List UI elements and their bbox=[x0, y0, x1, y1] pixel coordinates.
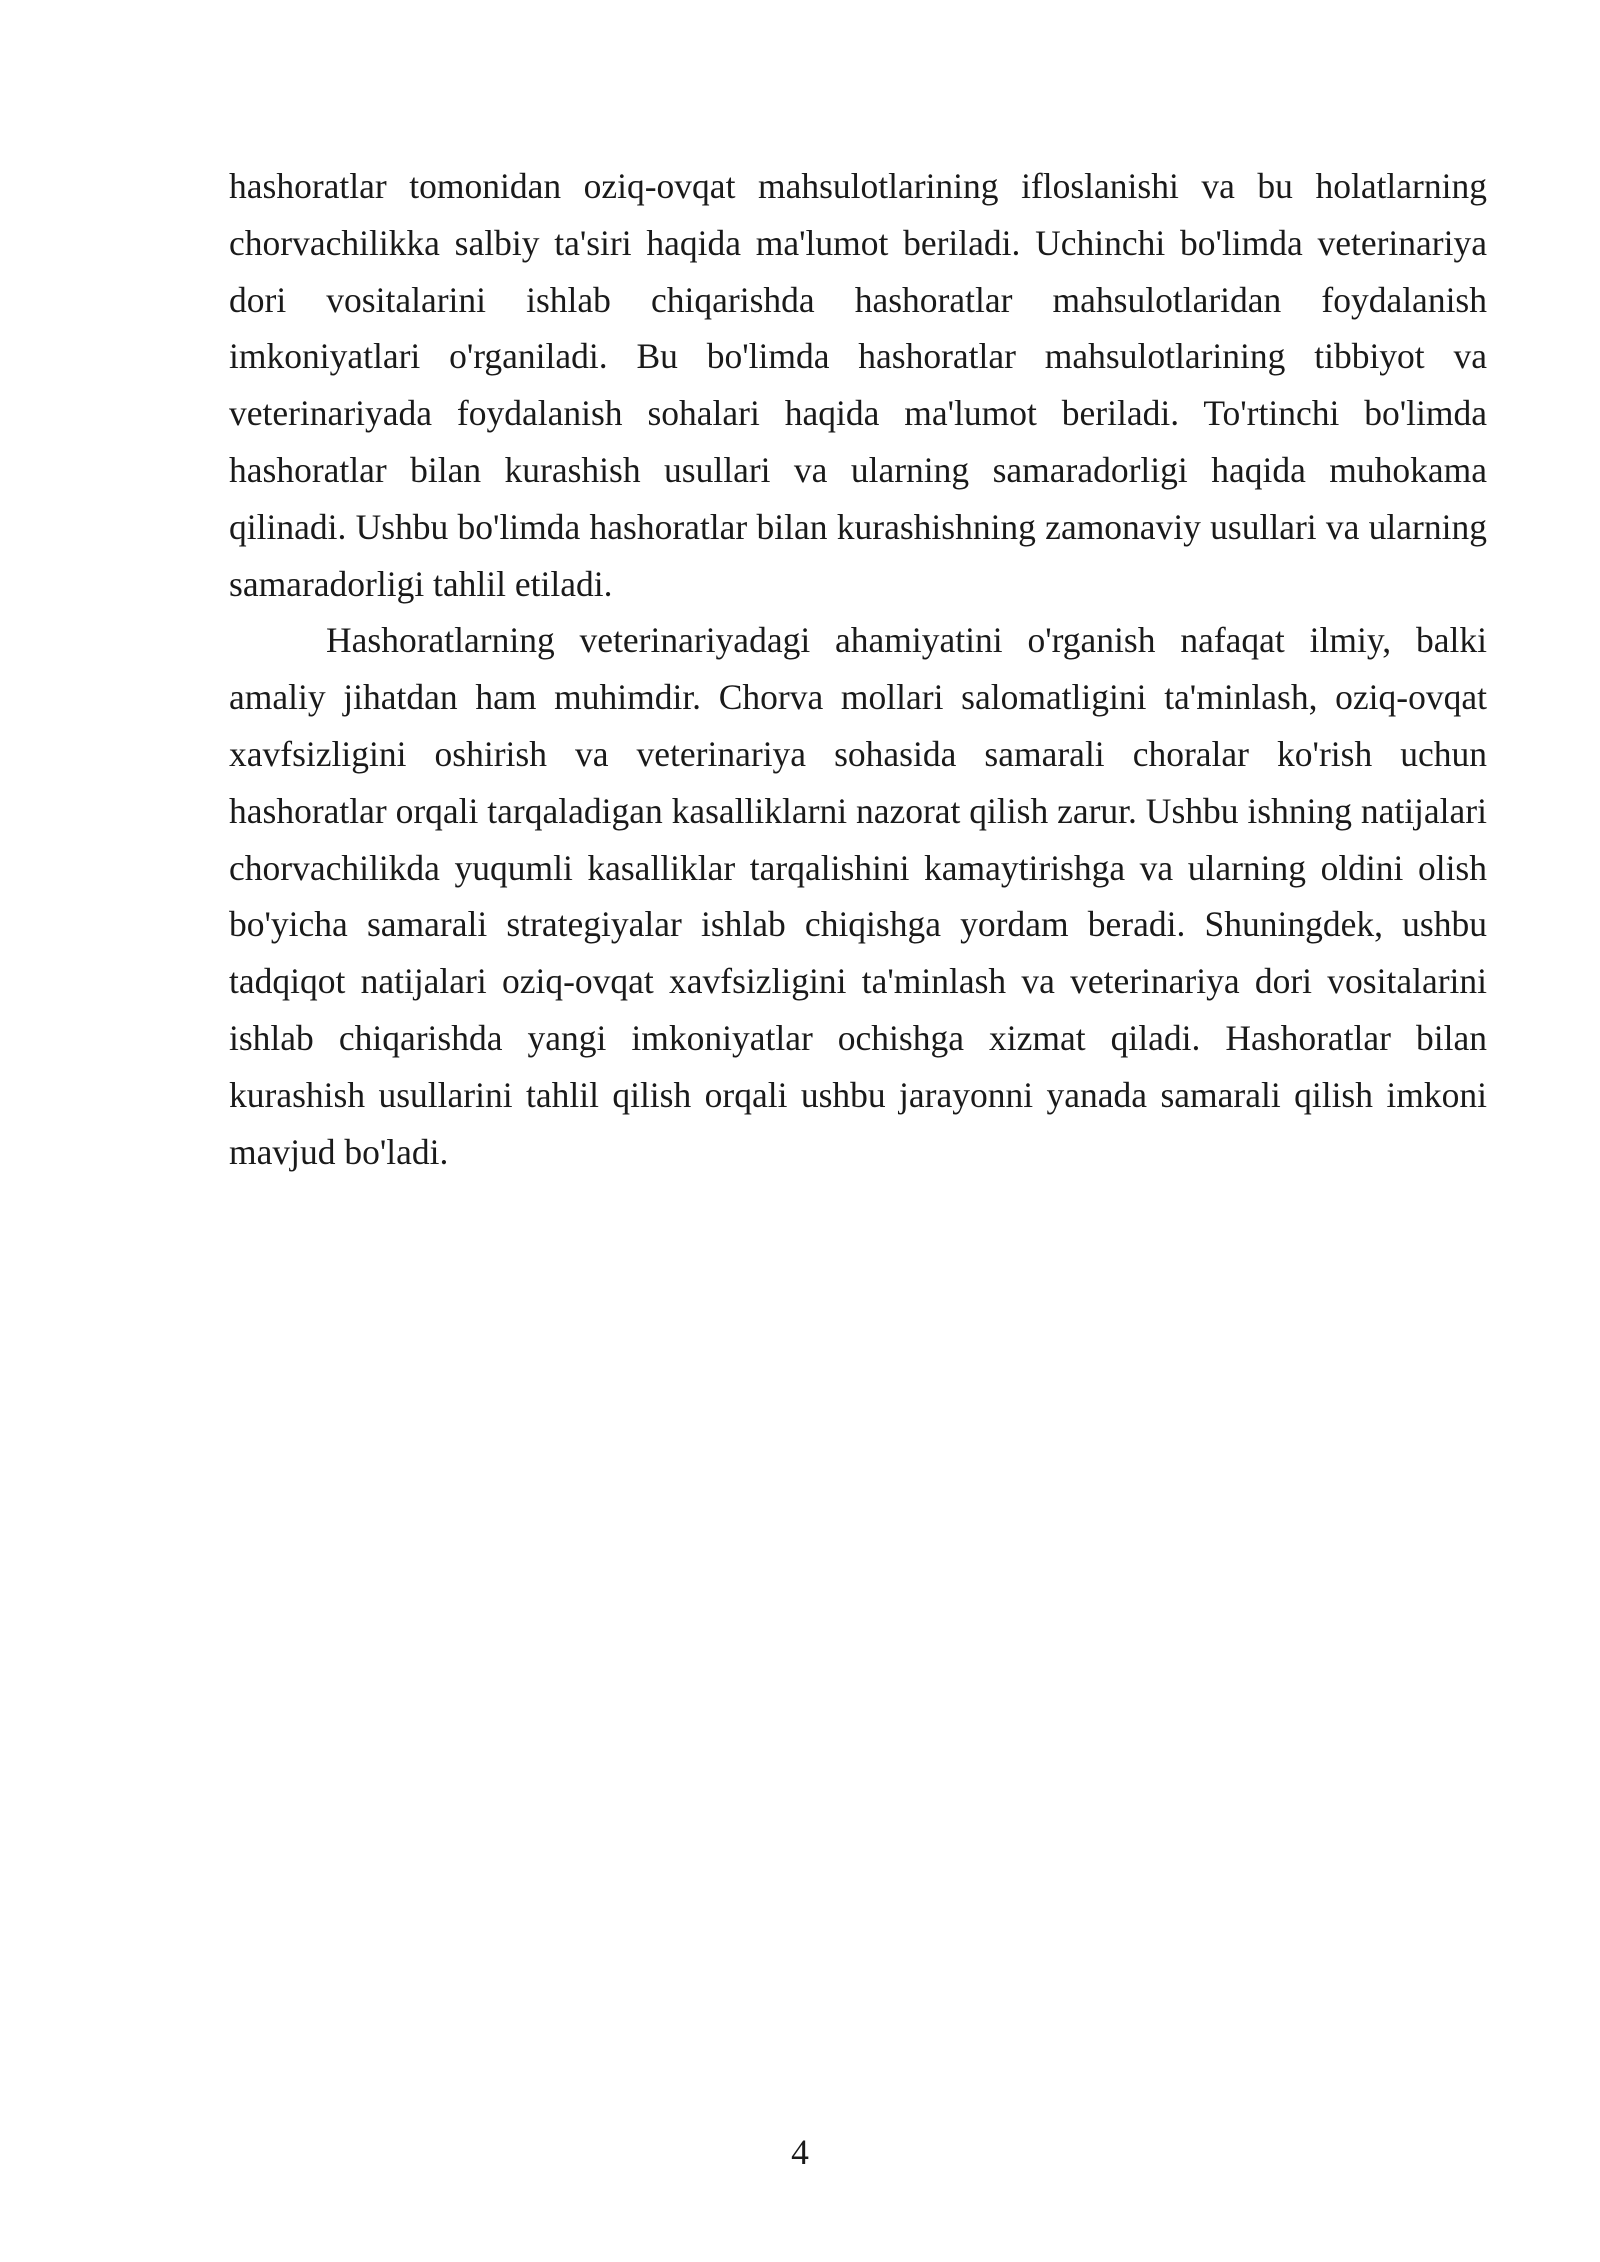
body-text bbox=[229, 158, 1487, 1180]
paragraph-importance: Hashoratlarning veterinariyadagi ahamiyatini o'rganish nafaqat ilmiy, balki amaliy jihatdan ham muhimdir. Chorva mollari salomatligini ta'minlash, oziq-ovqat xavfsizligini oshirish va veterinariya sohasida samarali choralar ko'rish uchun hashoratlar orqali tarqaladigan kasalliklarni nazorat qilish zarur. Ushbu ishning natijalari chorvachilikda yuqumli kasalliklar tarqalishini kamaytirishga va ularning oldini olish bo'yicha samarali strategiyalar ishlab chiqishga yordam beradi. Shuningdek, ushbu tadqiqot natijalari oziq-ovqat xavfsizligini ta'minlash va veterinariya dori vositalarini ishlab chiqarishda yangi imkoniyatlar ochishga xizmat qiladi. Hashoratlar bilan kurashish usullarini tahlil qilish orqali ushbu jarayonni yanada samarali qilish imkoni mavjud bo'ladi. bbox=[229, 620, 1487, 1172]
paragraph-continuation: hashoratlar tomonidan oziq-ovqat mahsulotlarining ifloslanishi va bu holatlarning chorvachilikka salbiy ta'siri haqida ma'lumot beriladi. Uchinchi bo'limda veterinariya dori vositalarini ishlab chiqarishda hashoratlar mahsulotlaridan foydalanish imkoniyatlari o'rganiladi. Bu bo'limda hashoratlar mahsulotlarining tibbiyot va veterinariyada foydalanish sohalari haqida ma'lumot beriladi. To'rtinchi bo'limda hashoratlar bilan kurashish usullari va ularning samaradorligi haqida muhokama qilinadi. Ushbu bo'limda hashoratlar bilan kurashishning zamonaviy usullari va ularning samaradorligi tahlil etiladi. bbox=[229, 166, 1487, 604]
page-number: 4 bbox=[791, 2132, 809, 2172]
